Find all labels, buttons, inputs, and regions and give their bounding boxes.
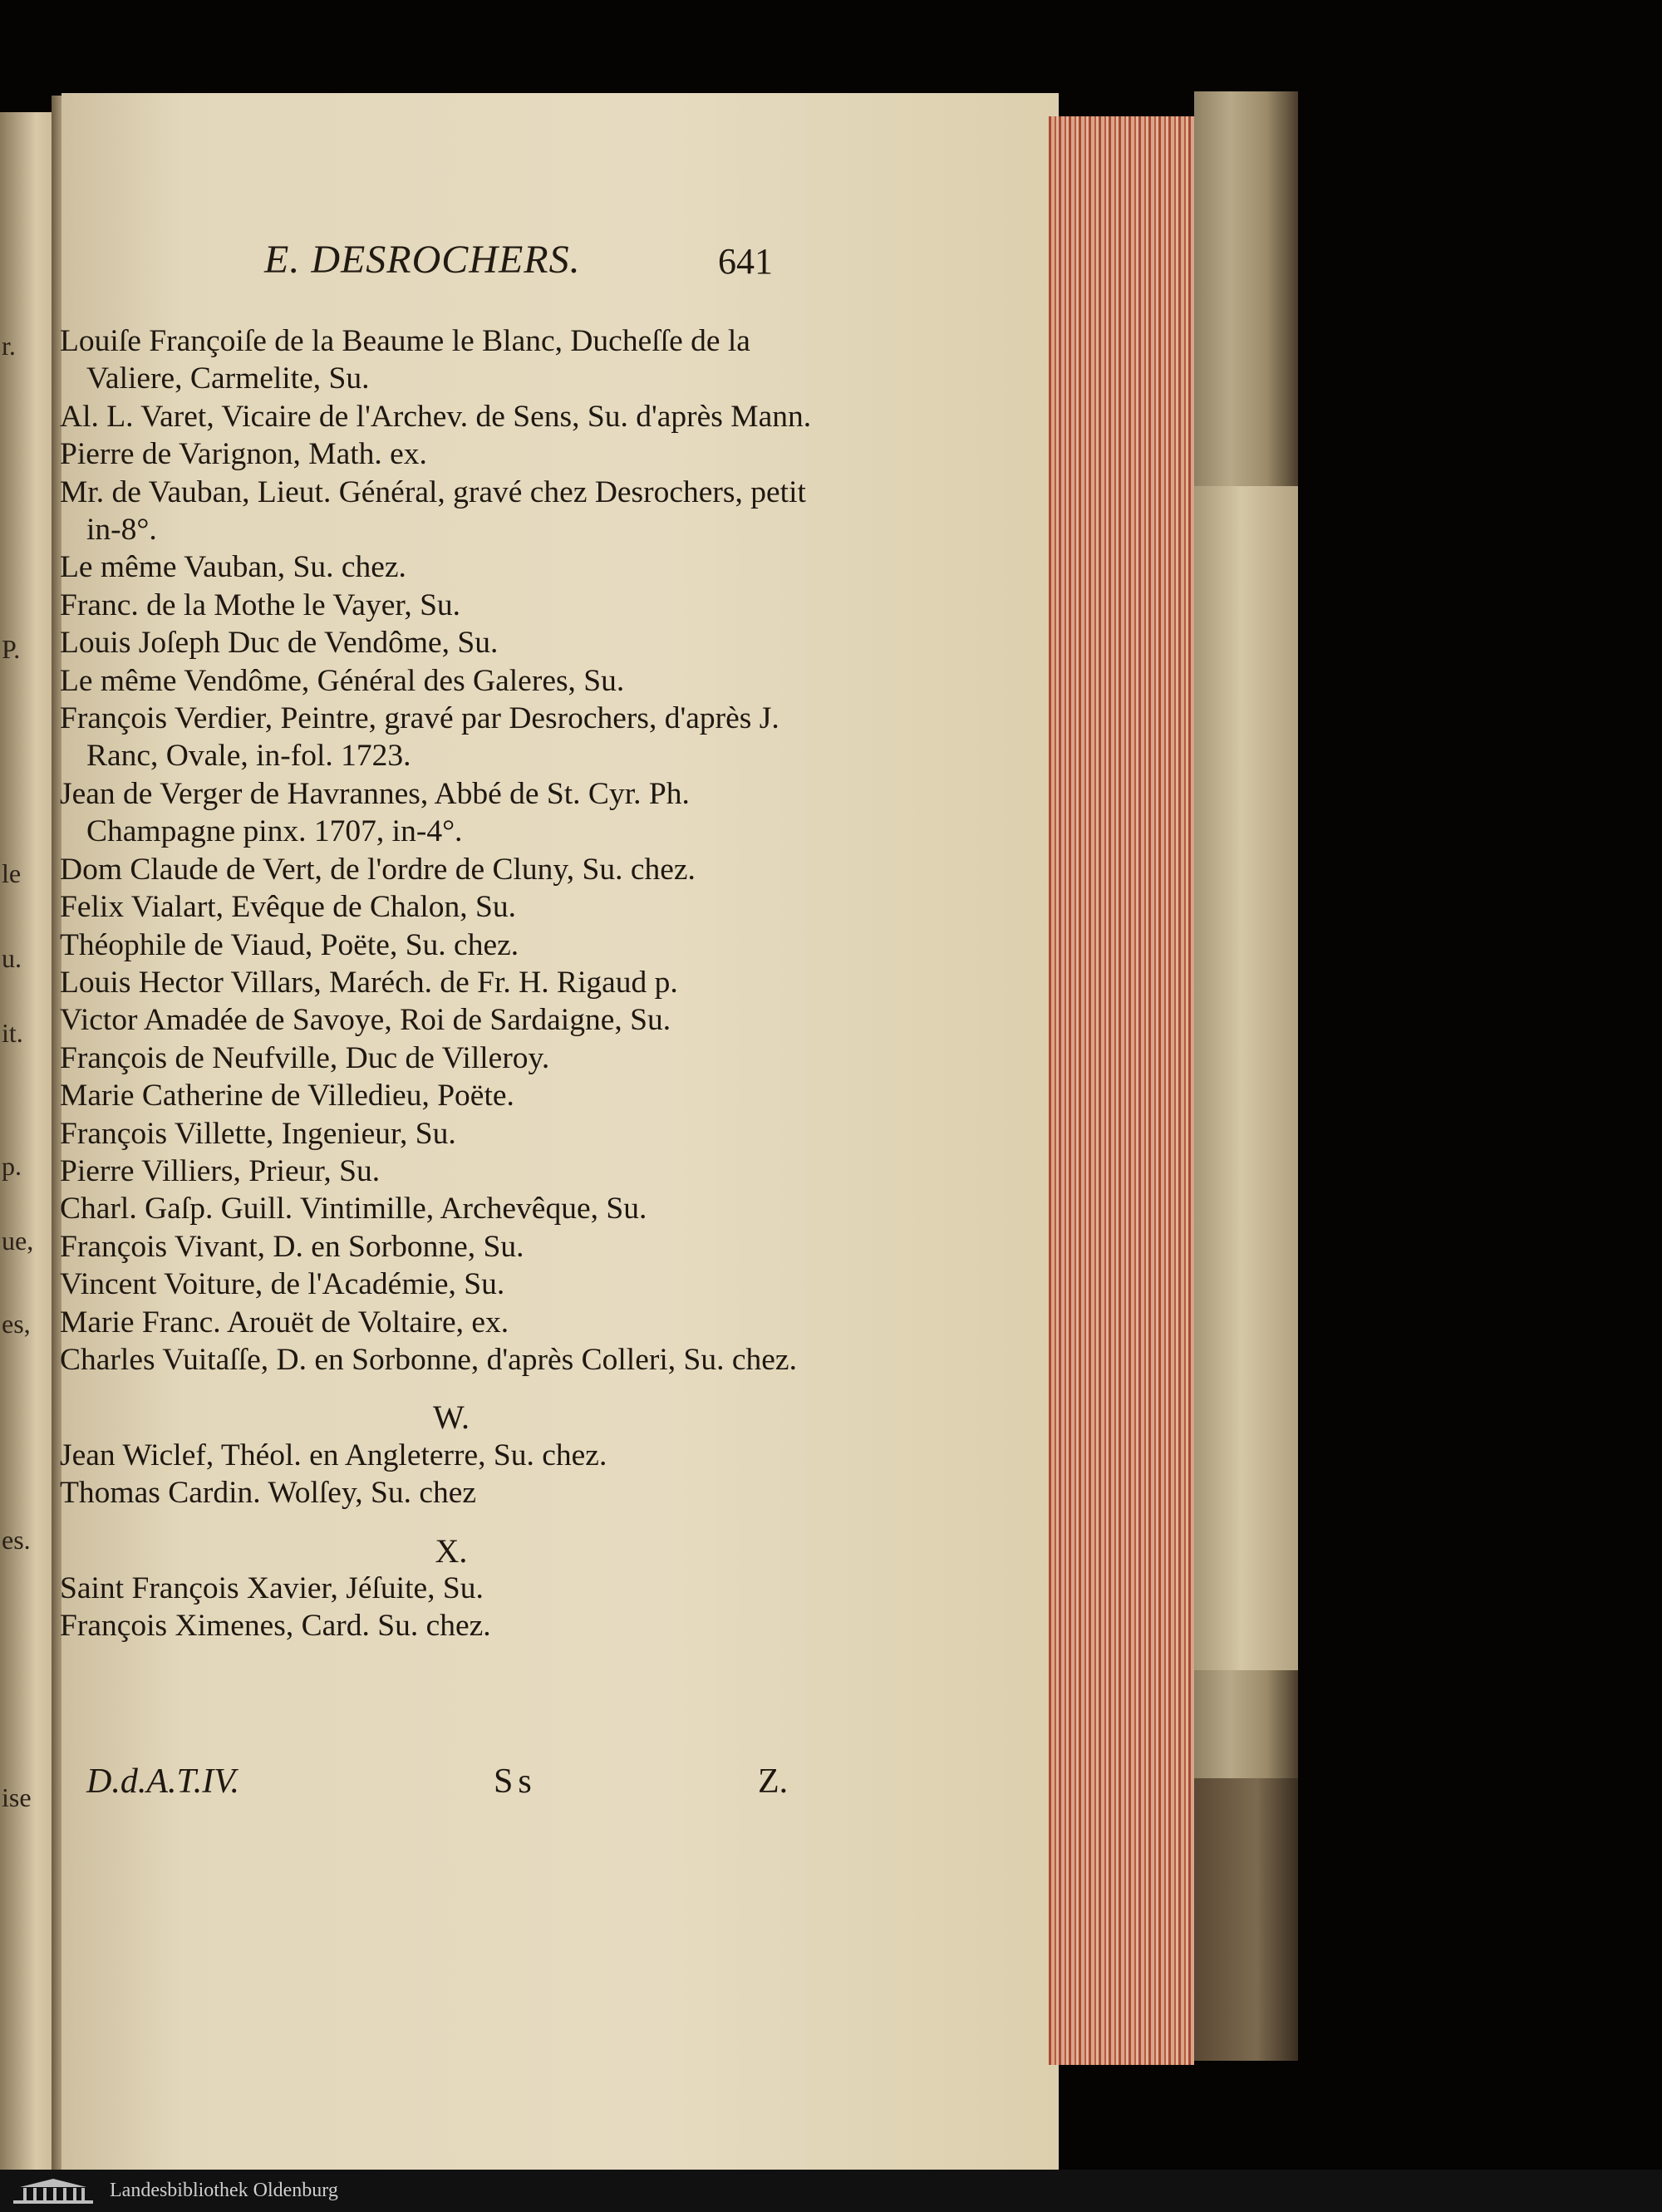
margin-fragment: p.	[2, 1151, 22, 1181]
list-item: Thomas Cardin. Wolſey, Su. chez	[60, 1476, 477, 1511]
signature-left: D.d.A.T.IV.	[86, 1762, 239, 1801]
list-item: Vincent Voiture, de l'Académie, Su.	[60, 1267, 505, 1302]
list-item: François Verdier, Peintre, gravé par Desrochers, d'après J. Ranc, Ovale, in-fol. 1723.	[60, 701, 779, 774]
list-item: Louis Hector Villars, Maréch. de Fr. H. Rigaud p.	[60, 965, 678, 1000]
signature-mark: Ss	[494, 1762, 537, 1801]
footer-institution: Landesbibliothek Oldenburg	[110, 2180, 338, 2201]
section-heading-w: W.	[432, 1398, 470, 1437]
list-item: Théophile de Viaud, Poëte, Su. chez.	[60, 927, 519, 962]
margin-fragment: u.	[2, 943, 22, 973]
list-item: Marie Catherine de Villedieu, Poëte.	[60, 1079, 514, 1113]
margin-fragment: ise	[2, 1782, 32, 1812]
catchword: Z.	[758, 1762, 789, 1801]
list-item: Le même Vendôme, Général des Galeres, Su.	[60, 663, 625, 698]
margin-fragment: r.	[2, 331, 16, 361]
running-head: E. DESROCHERS.	[264, 238, 581, 282]
list-item: Al. L. Varet, Vicaire de l'Archev. de Sens, Su. d'après Mann.	[60, 399, 812, 434]
margin-fragment: es.	[2, 1525, 31, 1555]
list-item: Felix Vialart, Evêque de Chalon, Su.	[60, 890, 517, 925]
margin-fragment: es,	[2, 1309, 31, 1339]
entry-list	[60, 322, 833, 1645]
page-header	[61, 237, 1059, 287]
left-page-edge	[0, 112, 52, 2177]
list-item: Pierre de Varignon, Math. ex.	[60, 437, 427, 472]
list-item: Saint François Xavier, Jéſuite, Su.	[60, 1571, 484, 1605]
list-item: Mr. de Vauban, Lieut. Général, gravé chez Desrochers, petit in-8°.	[60, 474, 806, 548]
list-item: Victor Amadée de Savoye, Roi de Sardaigne, Su.	[60, 1003, 671, 1038]
margin-fragment: it.	[2, 1018, 23, 1048]
margin-fragment: P.	[2, 634, 21, 664]
book-cover-band	[1194, 486, 1298, 1670]
list-item: Jean Wiclef, Théol. en Angleterre, Su. chez.	[60, 1438, 607, 1472]
list-item: François de Neufville, Duc de Villeroy.	[60, 1040, 550, 1075]
list-item: Charl. Gaſp. Guill. Vintimille, Archevêque, Su.	[60, 1192, 647, 1226]
section-heading-x: X.	[435, 1531, 468, 1570]
footer-bar	[0, 2170, 1662, 2212]
section-spacer	[60, 1512, 833, 1532]
list-item: Le même Vauban, Su. chez.	[60, 550, 406, 585]
library-logo-icon	[12, 2177, 95, 2205]
signature-line	[61, 1762, 1059, 1811]
list-item: François Villette, Ingenieur, Su.	[60, 1116, 456, 1151]
list-item: Louiſe Françoiſe de la Beaume le Blanc, Ducheſſe de la Valiere, Carmelite, Su.	[60, 324, 750, 396]
section-spacer	[60, 1379, 833, 1398]
list-item: Louis Joſeph Duc de Vendôme, Su.	[60, 626, 499, 661]
page-number: 641	[718, 241, 773, 282]
list-item: François Ximenes, Card. Su. chez.	[60, 1609, 491, 1644]
list-item: Jean de Verger de Havrannes, Abbé de St. Cyr. Ph. Champagne pinx. 1707, in-4°.	[60, 776, 690, 849]
list-item: François Vivant, D. en Sorbonne, Su.	[60, 1229, 524, 1264]
margin-fragment: le	[2, 858, 22, 888]
page-edges	[1049, 116, 1194, 2065]
margin-fragment: ue,	[2, 1226, 34, 1256]
list-item: Franc. de la Mothe le Vayer, Su.	[60, 587, 461, 622]
list-item: Dom Claude de Vert, de l'ordre de Cluny, Su. chez.	[60, 852, 696, 887]
list-item: Pierre Villiers, Prieur, Su.	[60, 1153, 381, 1188]
list-item: Marie Franc. Arouët de Voltaire, ex.	[60, 1305, 509, 1339]
list-item: Charles Vuitaſſe, D. en Sorbonne, d'après Colleri, Su. chez.	[60, 1342, 797, 1377]
book-cover-lower	[1194, 1778, 1298, 2061]
